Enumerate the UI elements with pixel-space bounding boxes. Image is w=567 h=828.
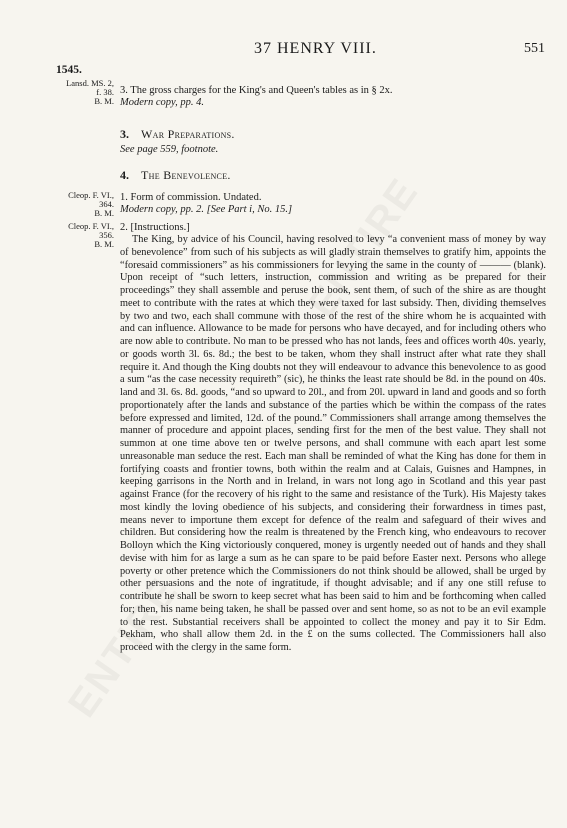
entry-line: 1. Form of commission. Undated. [120,192,262,203]
section-number: 4. [120,168,129,182]
entry-instructions [120,222,546,234]
margin-ref-line: B. M. [94,208,114,218]
margin-ref-lansd [28,79,114,106]
entry-copy-note: Modern copy, pp. 4. [120,97,204,108]
section-note: See page 559, footnote. [120,144,219,155]
margin-ref-line: Cleop. F. VI., [68,221,114,231]
margin-ref-cleop-356 [28,222,114,249]
margin-ref-line: Lansd. MS. 2, [66,78,114,88]
instructions-body [120,234,546,655]
body-paragraph: The King, by advice of his Council, having resolved to levy “a convenient mass of money by way of benevolence” from such of his subjects as will gladly strain themselves to gratify him, appoints the “foresaid commissioners” as his commissioners for levying the same in the county of ——— (blank). Upon receipt of “such letters, instruction, commission and writing as be prepared for their proceedings” they shall assemble and peruse the book, sent them, of such of the shire as are thought meet to contribute with the rates at which they were taxed for last subsidy. Then, dividing themselves by two and two, each shall commune with those of the rest of the shire whom he is acquainted with and can influence. Allowance to be made for persons who have decayed, and for including others who are now able to contribute. No man to be pressed who has not lands, fees and offices worth 40s. yearly, or goods worth 3l. 6s. 8d.; the best to be taken, whom they shall instruct after what rate they shall require it. And though the King doubts not they will endeavour to advance this benevolence to as good a sum “as the case necessity requireth” (sic), he thinks the least rate should be 8d. in the pound on 40s. land and 3l. 6s. 8d. goods, “and so upward to 20l., and from 20l. upward in land and goods and so forth proportionately after the lands and substance of the parties which be within the compass of the rates before expressed and limited, 12d. of the pound.” Commissioners shall arrange among themselves the manner of procedure and appoint places, sending first for the men of the best value. They shall not summon at one time above ten or twelve persons, and shall commune with each apart lest some unreasonable man seduce the rest. Each man shall be reminded of what the King has done for them in fortifying coasts and frontier towns, both within the realm and at Calais, Guisnes and Hampnes, in keeping garrisons in the North and in Ireland, in wars not long ago in Scotland and this year past against France (for the recovery of his right to the same and resistance of the Turk). His Majesty takes most kindly the loving obedience of his subjects, and considering their forwardness in times past, means never to importune them except for defence of the realm and safeguard of their wives and children. But considering how the realm is threatened by the French king, who endeavours to recover Bolloyn which the King victoriously conquered, money is urgently needed out of hands and they shall devise with him for as large a sum as he can spare to be paid before Easter next. Persons who allege poverty or other pretence which the Commissioners do not think should be allowed, shall be urged by other persuasions and the note of ingratitude, if thought advisable; and if any one still refuse to contribute he shall be sworn to keep secret what has been said to him and be forthcoming when called for; then, his name being taken, he shall be passed over and sent home, so as not to be an evil example to the rest. Substantial receivers shall be appointed to collect the money and pay it to Sir Edm. Pekham, who shall allow them 2d. in the £ on the sums collected. The Commissioners hall also proceed with the clergy in the same form. [120,234,546,653]
margin-ref-line: 356. [99,230,114,240]
entry-copy-note: Modern copy, pp. 2. [See Part i, No. 15.] [120,204,293,215]
margin-ref-line: B. M. [94,239,114,249]
margin-ref-line: B. M. [94,96,114,106]
page-header [0,36,567,56]
margin-ref-line: 364. [99,199,114,209]
section-title: The Benevolence. [141,168,231,182]
year-label: 1545. [56,64,82,76]
margin-ref-line: Cleop. F. VI., [68,190,114,200]
section-number: 3. [120,127,129,141]
section-title: War Preparations. [141,127,235,141]
entry-table-charges [120,85,546,109]
entry-form-of-commission [120,192,546,216]
section-benevolence [120,168,546,183]
entry-line: 3. The gross charges for the King's and Queen's tables as in § 2x. [120,85,393,96]
section-war-preparations [120,127,546,142]
entry-line: 2. [Instructions.] [120,222,190,233]
page-number: 551 [524,41,545,56]
margin-ref-cleop-364 [28,191,114,218]
running-title: 37 HENRY VIII. [254,40,377,57]
margin-ref-line: f. 38. [96,87,114,97]
margin-year-block [28,66,114,75]
